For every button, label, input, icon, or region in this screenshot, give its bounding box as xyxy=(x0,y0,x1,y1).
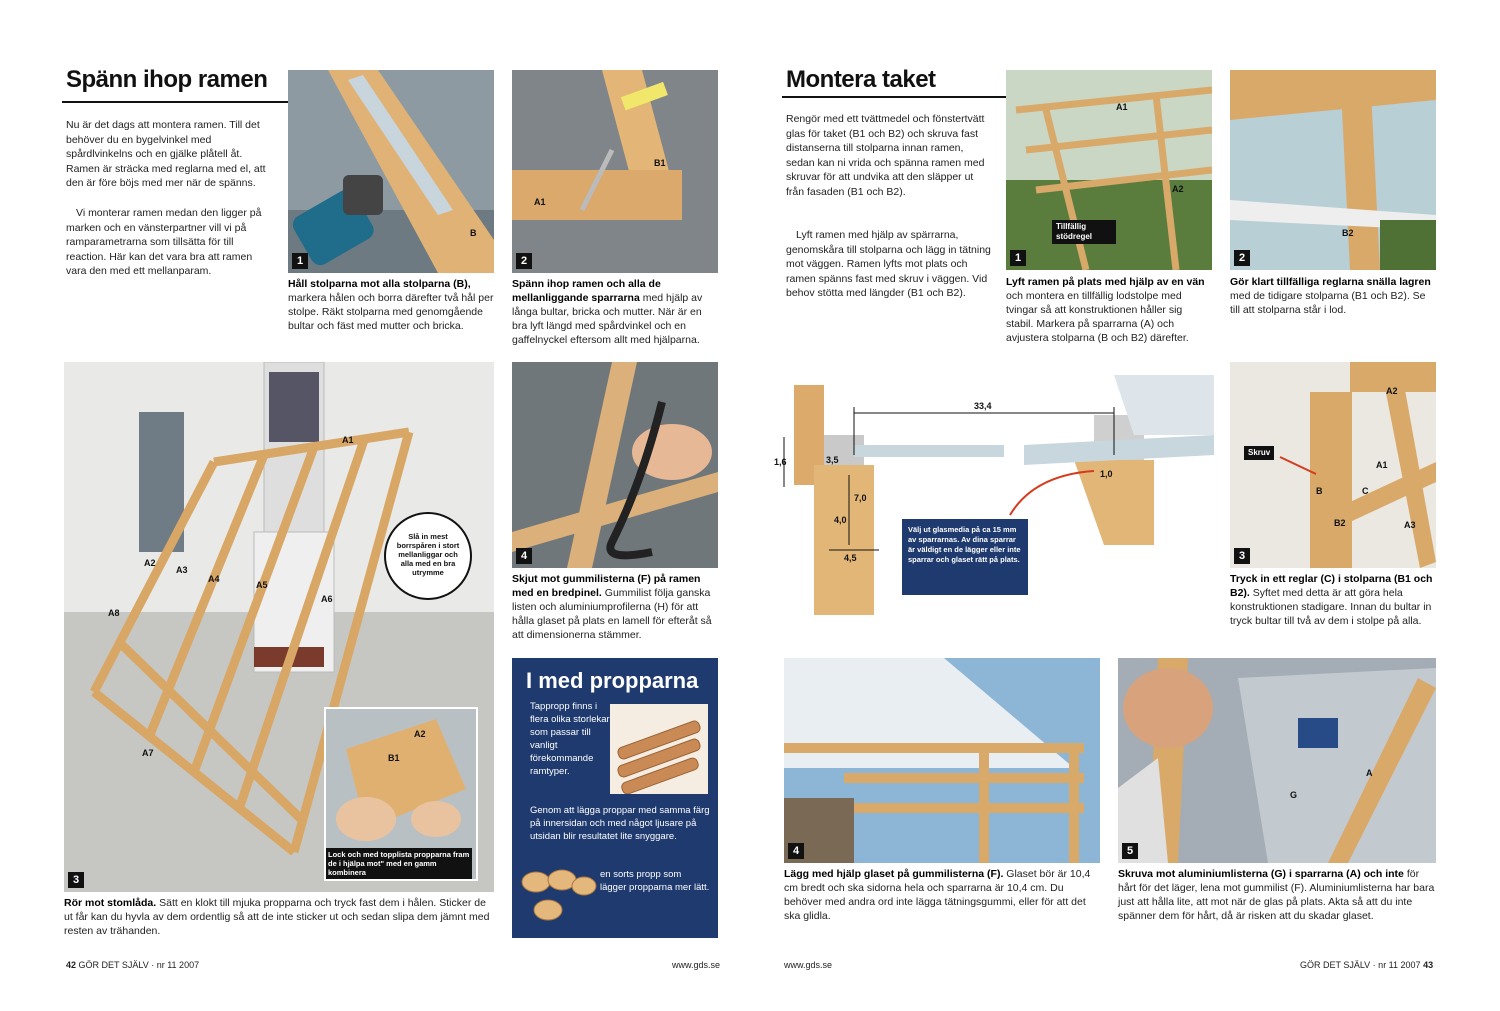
step3-inset-label-2: B1 xyxy=(388,753,400,763)
diagram-dim-2: 3,5 xyxy=(826,455,839,465)
roof-step1-caption xyxy=(1006,275,1212,345)
left-magazine-name: GÖR DET SJÄLV · nr 11 2007 xyxy=(78,960,200,970)
roof-step3-photo xyxy=(1230,362,1436,568)
step1-caption-text: markera hålen och borra därefter två hål per stolpe. Räkt stolparna med genomgående bultar och fäst med mutter och bricka. xyxy=(288,292,494,332)
roof-step4-caption-bold: Lägg med hjälp glaset på gummilisterna (F). xyxy=(784,868,1004,880)
right-intro-text: Rengör med ett tvättmedel och fönstertvätt glas för taket (B1 och B2) och skruva fast distanserna till stolparna innan ramen, sedan kan ni vrida och spänna ramen med skruvar för att undvika att den släpper ut från fasaden (B1 och B2). xyxy=(786,113,985,198)
step3-inset-photo xyxy=(324,707,478,881)
step2-caption-text: med hjälp av långa bultar, bricka och mutter. När är en bra lyft längd med spårdvinkel och en gaffelnyckel eftersom allt med hjälparna. xyxy=(512,292,703,346)
step3-label-2: A2 xyxy=(144,558,156,568)
roof-step2-photo xyxy=(1230,70,1436,270)
roof-step3-callout: Skruv xyxy=(1244,446,1274,460)
step3-number: 3 xyxy=(68,872,84,888)
left-page-number: 42 xyxy=(66,960,77,970)
roof-step3-caption-text: Syftet med detta är att göra hela konstruktionen stadigare. Innan du bultar in tryck bultar till två av dem i stolpe på alla. xyxy=(1230,587,1432,627)
roof-step5-label-2: G xyxy=(1290,790,1298,800)
roof-step3-number: 3 xyxy=(1234,548,1250,564)
right-page-title: Montera taket xyxy=(786,66,936,93)
step3-caption-bold: Rör mot stomlåda. xyxy=(64,897,157,909)
step3-photo xyxy=(64,362,494,892)
step2-caption xyxy=(512,277,718,347)
step4-caption xyxy=(512,572,718,642)
left-title-rule xyxy=(62,101,288,103)
roof-step5-label-1: A xyxy=(1366,768,1373,778)
diagram-dim-4: 7,0 xyxy=(854,493,867,503)
step1-caption xyxy=(288,277,494,333)
roof-step1-caption-bold: Lyft ramen på plats med hjälp av en vän xyxy=(1006,276,1205,288)
step3-label-4: A4 xyxy=(208,574,220,584)
step3-inset-caption: Lock och med topplista propparna fram de i hjälpa mot" med en gamm kombinera xyxy=(326,848,472,879)
roof-step3-label-5: B2 xyxy=(1334,518,1346,528)
roof-step4-caption-text: Glaset bör är 10,4 cm bredt och ska sidorna hela och sparrarna är 10,4 cm. Du behöver med andra ord inte lägga tätningsgummi, eller för att det ska glidla. xyxy=(784,868,1091,922)
step3-inset-label-1: A2 xyxy=(414,729,426,739)
step2-caption-bold: Spänn ihop ramen och alla de mellanliggande sparrarna xyxy=(512,278,661,304)
roof-step3-label-3: C xyxy=(1362,486,1369,496)
tip-plugs-photo xyxy=(518,858,598,928)
right-intro-text-2: Lyft ramen med hjälp av spärrarna, genomskåra till stolparna och lägg in tätning mot väggen. Ramen lyfts mot plats och ramen spänns fast med skruv i väggen. Vid behov stötta med längder (B1 och B2). xyxy=(786,229,991,299)
diagram-dim-1: 1,6 xyxy=(774,457,787,467)
diagram-note: Välj ut glasmedia på ca 15 mm av sparrarnas. Av dina sparrar är väldigt en de lägger eller inte sparrar och glaset rätt på plats. xyxy=(902,519,1028,595)
step3-label-7: A7 xyxy=(142,748,154,758)
diagram-dim-5: 4,5 xyxy=(844,553,857,563)
step3-label-5: A5 xyxy=(256,580,268,590)
roof-step3-label-6: A3 xyxy=(1404,520,1416,530)
step2-label-a: A1 xyxy=(534,197,546,207)
right-title-rule xyxy=(782,96,1006,98)
step4-photo xyxy=(512,362,718,568)
step3-label-6: A6 xyxy=(321,594,333,604)
roof-step3-label-1: A2 xyxy=(1386,386,1398,396)
step4-number: 4 xyxy=(516,548,532,564)
roof-step2-caption xyxy=(1230,275,1436,317)
tip-text-2: Genom att lägga proppar med samma färg på innersidan och med något ljusare på utsidan blir resultatet lite snyggare. xyxy=(530,805,710,842)
roof-step1-callout: Tillfällig stödregel xyxy=(1052,220,1116,244)
diagram-dim-3: 4,0 xyxy=(834,515,847,525)
roof-step3-caption-bold: Tryck in ett reglar (C) i stolparna (B1 och B2). xyxy=(1230,573,1433,599)
left-intro-text-2: Vi monterar ramen medan den ligger på marken och en vänsterpartner vill vi på ramparametrarna som tillsätta för till reaction. Här kan det vara bra att ramen vara den med ett mellanparam. xyxy=(66,207,262,277)
roof-step5-number: 5 xyxy=(1122,843,1138,859)
step1-label-b: B xyxy=(470,228,477,238)
step3-label-1: A1 xyxy=(342,435,354,445)
roof-step5-photo xyxy=(1118,658,1436,863)
tip-box xyxy=(512,658,718,938)
roof-step1-number: 1 xyxy=(1010,250,1026,266)
tip-title: I med propparna xyxy=(526,668,699,693)
roof-step1-caption-text: och montera en tillfällig lodstolpe med tvingar så att konstruktionen håller sig stabil. Markera på sparrarna (A) och avjustera stolparna (B och B2) därefter. xyxy=(1006,290,1189,344)
right-page-number: 43 xyxy=(1423,960,1434,970)
step2-number: 2 xyxy=(516,253,532,269)
right-magazine-name: GÖR DET SJÄLV · nr 11 2007 xyxy=(1300,960,1421,970)
roof-step2-number: 2 xyxy=(1234,250,1250,266)
roof-step2-caption-bold: Gör klart tillfälliga reglarna snälla lagren xyxy=(1230,276,1431,288)
roof-step3-caption xyxy=(1230,572,1436,628)
step4-caption-text: Gummilist följa ganska listen och aluminiumprofilerna (H) för att hålla glaset på plats en lamell för efteråt så att dimensionerna stämmer. xyxy=(512,587,712,641)
roof-step4-caption xyxy=(784,867,1100,923)
step3-caption-text: Sätt en klokt till mjuka propparna och tryck fast dem i hålen. Sticker de ut får kan du hyvla av dem ordentlig så att de inte sticker ut och sedan slipa dem jämnt med resten av trähanden. xyxy=(64,897,490,937)
left-page-title: Spänn ihop ramen xyxy=(66,66,268,93)
roof-step4-photo xyxy=(784,658,1100,863)
step1-caption-bold: Håll stolparna mot alla stolparna (B), xyxy=(288,278,471,290)
roof-step1-photo xyxy=(1006,70,1212,270)
step3-label-8: A8 xyxy=(108,608,120,618)
tip-text-1: Tappropp finns i flera olika storlekar som passar till vanligt förekommande ramtyper. xyxy=(530,701,610,777)
left-footer xyxy=(66,960,199,970)
left-footer-web: www.gds.se xyxy=(672,960,721,970)
roof-step5-caption xyxy=(1118,867,1436,923)
roof-step3-label-4: B xyxy=(1316,486,1323,496)
right-footer xyxy=(1300,960,1433,970)
roof-step1-label-2: A2 xyxy=(1172,184,1184,194)
left-intro-text: Nu är det dags att montera ramen. Till det behöver du en bygelvinkel med spårdlvinkelns och en gjälke plåtell åt. Ramen är sträcka med reglarna med el, att den är före böjs med mer när de spänns. xyxy=(66,119,266,189)
step3-caption xyxy=(64,896,494,938)
step2-photo xyxy=(512,70,718,273)
roof-step5-caption-bold: Skruva mot aluminiumlisterna (G) i sparrarna (A) och inte xyxy=(1118,868,1404,880)
step3-speech-bubble: Slå in mest borrspåren i stort mellanliggar och alla med en bra utrymme xyxy=(384,512,472,600)
roof-step5-caption-text: för hårt för det läger, lena mot gummilist (F). Aluminiumlisterna har bara just att hålla lite, att mot när de glas på plats. Akta så att du inte spänner dem för hårt, då är risken att du skadar glaset. xyxy=(1118,868,1435,922)
diagram-dim-6: 1,0 xyxy=(1100,469,1113,479)
step3-label-3: A3 xyxy=(176,565,188,575)
cross-section-diagram xyxy=(774,375,1214,625)
roof-step2-caption-text: med de tidigare stolparna (B1 och B2). Se till att stolparna står i lod. xyxy=(1230,290,1426,316)
roof-step3-label-2: A1 xyxy=(1376,460,1388,470)
roof-step2-label: B2 xyxy=(1342,228,1354,238)
step2-label-b: B1 xyxy=(654,158,666,168)
roof-step1-label-1: A1 xyxy=(1116,102,1128,112)
diagram-dim-top: 33,4 xyxy=(974,401,992,411)
step1-number: 1 xyxy=(292,253,308,269)
right-footer-web: www.gds.se xyxy=(784,960,833,970)
tip-dowel-photo xyxy=(610,704,708,794)
tip-text-3: en sorts propp som lägger propparna mer lätt. xyxy=(600,869,710,893)
roof-step4-number: 4 xyxy=(788,843,804,859)
step1-photo xyxy=(288,70,494,273)
step4-caption-bold: Skjut mot gummilisterna (F) på ramen med en bredpinel. xyxy=(512,573,701,599)
